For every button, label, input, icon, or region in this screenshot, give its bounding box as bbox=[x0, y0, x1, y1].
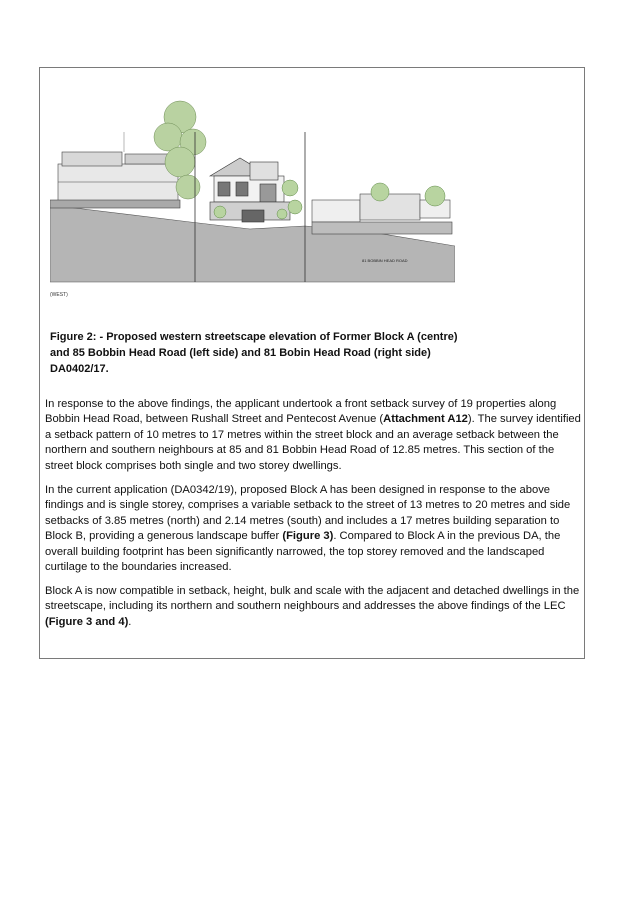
paragraph-setback-survey bbox=[45, 397, 585, 474]
paragraph-text: In response to the above findings, the applicant undertook a front setback survey of 19 properties along Bobbin Head Road, between Rushall Street and Pentecost Avenue ( bbox=[45, 398, 557, 426]
paragraph-text: ). The survey identified a setback pattern of 10 metres to 17 metres within the street block and an average setback between the northern and southern neighbours at 85 and 81 Bobbin Head Road of 12.85 metres. This section of the street block comprises both single and two storey dwellings. bbox=[45, 413, 581, 472]
paragraph-text: Block A is now compatible in setback, height, bulk and scale with the adjacent and detached dwellings in the streetscape, including its northern and southern neighbours and addresses the above findings of the LEC bbox=[45, 585, 580, 613]
figure-caption: Figure 2: - Proposed western streetscape elevation of Former Block A (centre) and 85 Bobbin Head Road (left side) and 81 Bobin Head Road (right side) DA0402/17. bbox=[50, 331, 458, 375]
paragraph-current-application bbox=[45, 483, 585, 575]
paragraph-compatibility bbox=[45, 584, 585, 630]
paragraph-text: . bbox=[128, 615, 132, 628]
streetscape-elevation-drawing bbox=[50, 92, 455, 288]
direction-label: (WEST) bbox=[50, 292, 68, 298]
road-label: 81 BOBBIN HEAD ROAD bbox=[362, 258, 408, 263]
paragraph-text: In the current application (DA0342/19), proposed Block A has been designed in response to the above findings and is single storey, comprises a variable setback to the street of 13 metres to 20 metres and side setbacks of 3.85 metres (north) and 2.14 metres (south) and includes a 17 metres building separation to Block B, providing a generous landscape buffer bbox=[45, 484, 571, 543]
figure-reference: (Figure 3 and 4) bbox=[45, 615, 129, 628]
paragraph-text: . Compared to Block A in the previous DA, the overall building footprint has been significantly narrowed, the top storey removed and the landscaped curtilage to the boundaries increased. bbox=[45, 530, 561, 574]
attachment-reference: Attachment A12 bbox=[383, 413, 468, 426]
figure-reference: (Figure 3) bbox=[282, 530, 334, 543]
